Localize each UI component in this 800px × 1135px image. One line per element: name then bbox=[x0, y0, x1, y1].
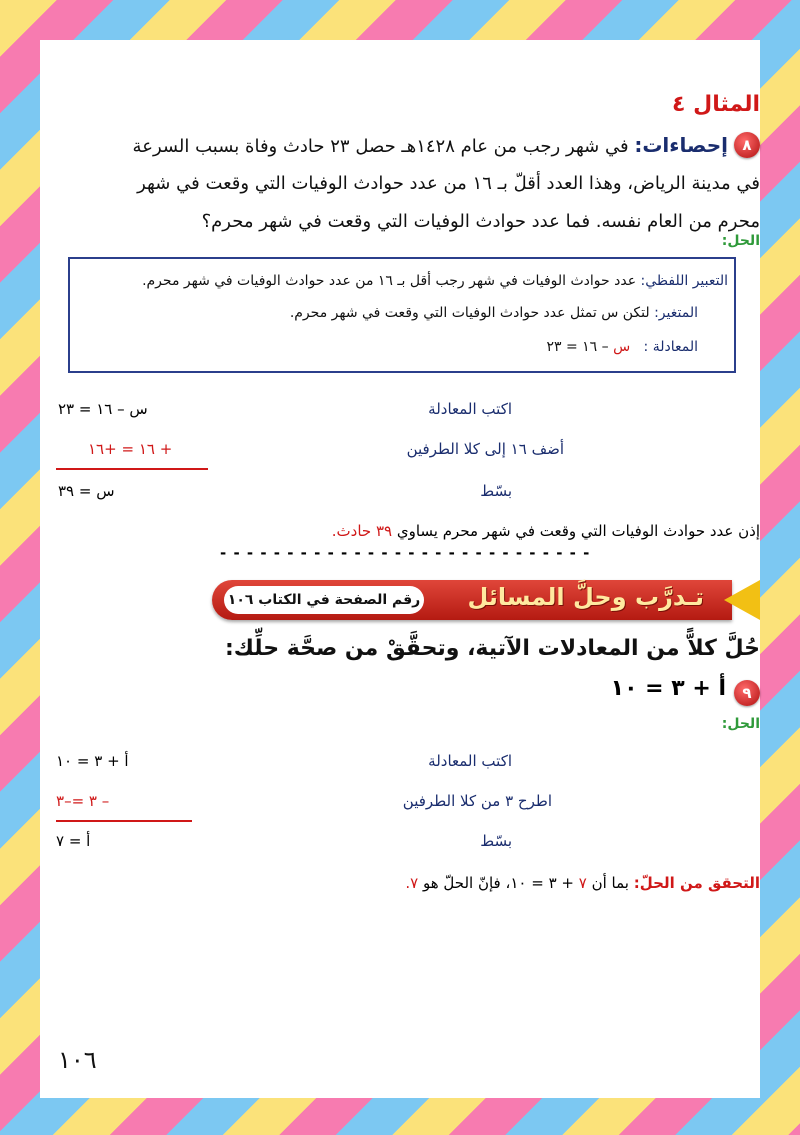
check-value-2: ٧. bbox=[405, 874, 419, 892]
example-line-3: محرم من العام نفسه. فما عدد حوادث الوفيات التي وقعت في شهر محرم؟ bbox=[201, 211, 760, 232]
problem9-number-badge: ٩ bbox=[734, 680, 760, 706]
verbal-text: عدد حوادث الوفيات في شهر رجب أقل بـ ١٦ من عدد حوادث الوفيات في شهر محرم. bbox=[142, 273, 637, 289]
p9-step2-math: – ٣ =–٣ bbox=[56, 792, 110, 810]
problem9-equation: أ + ٣ = ١٠ bbox=[610, 676, 726, 701]
p9-step1-math: أ + ٣ = ١٠ bbox=[56, 752, 129, 770]
step3-math: س = ٣٩ bbox=[58, 482, 115, 500]
example-label: إحصاءات: bbox=[634, 133, 728, 157]
practice-instruction: حُلَّ كلاًّ من المعادلات الآتية، وتحقَّقْ من صحَّة حلِّك: bbox=[224, 636, 760, 661]
check-value-1: ٧ bbox=[578, 874, 587, 892]
banner-title: تـدرَّب وحلَّ المسائل bbox=[467, 583, 704, 611]
conclusion-line bbox=[332, 522, 760, 540]
banner-page-ref: رقم الصفحة في الكتاب ١٠٦ bbox=[224, 586, 424, 614]
verbal-expression-line bbox=[142, 273, 728, 289]
check-label: التحقق من الحلّ: bbox=[633, 874, 760, 892]
equation-rest: – ١٦ = ٢٣ bbox=[546, 339, 609, 355]
variable-line bbox=[290, 305, 698, 321]
step2-math: + ١٦ = +١٦ bbox=[88, 440, 173, 458]
solution-label-1: الحل: bbox=[721, 233, 760, 249]
step2-desc: أضف ١٦ إلى كلا الطرفين bbox=[406, 440, 564, 458]
example-number-badge: ٨ bbox=[734, 132, 760, 158]
equation-variable: س bbox=[613, 339, 631, 355]
check-text-1: بما أن bbox=[591, 874, 629, 892]
p9-step1-desc: اكتب المعادلة bbox=[428, 752, 512, 770]
step1-math: س – ١٦ = ٢٣ bbox=[58, 400, 148, 418]
conclusion-answer: ٣٩ حادث. bbox=[331, 522, 393, 540]
dashed-separator: - - - - - - - - - - - - - - - - - - - - - - - - - - - - bbox=[220, 544, 591, 562]
conclusion-text: إذن عدد حوادث الوفيات التي وقعت في شهر محرم يساوي bbox=[396, 522, 760, 540]
check-line bbox=[405, 874, 760, 892]
example-paragraph bbox=[62, 126, 728, 166]
page-number: ١٠٦ bbox=[58, 1046, 97, 1074]
equation-line bbox=[546, 339, 698, 355]
example-title: المثال ٤ bbox=[672, 92, 760, 117]
p9-step3-math: أ = ٧ bbox=[56, 832, 91, 850]
solution-label-2: الحل: bbox=[721, 716, 760, 732]
practice-banner bbox=[212, 580, 760, 620]
worksheet-page bbox=[40, 40, 760, 1098]
verbal-label: التعبير اللفظي: bbox=[640, 273, 728, 289]
variable-label: المتغير: bbox=[654, 305, 698, 321]
example-line-1: في شهر رجب من عام ١٤٢٨هـ حصل ٢٣ حادث وفاة بسبب السرعة bbox=[132, 136, 629, 157]
p9-step2-desc: اطرح ٣ من كلا الطرفين bbox=[402, 792, 552, 810]
equation-setup-box bbox=[68, 257, 736, 373]
step-divider-1 bbox=[56, 468, 208, 470]
step-divider-2 bbox=[56, 820, 192, 822]
equation-label: المعادلة : bbox=[643, 339, 698, 355]
check-text-2: + ٣ = ١٠، فإنّ الحلّ هو bbox=[423, 874, 574, 892]
step1-desc: اكتب المعادلة bbox=[428, 400, 512, 418]
p9-step3-desc: بسّط bbox=[480, 832, 512, 850]
example-line-2: في مدينة الرياض، وهذا العدد أقلّ بـ ١٦ من عدد حوادث الوفيات التي وقعت في شهر bbox=[137, 173, 760, 194]
variable-text: لتكن س تمثل عدد حوادث الوفيات التي وقعت في شهر محرم. bbox=[289, 305, 650, 321]
banner-arrow-icon bbox=[724, 580, 760, 620]
step3-desc: بسّط bbox=[480, 482, 512, 500]
